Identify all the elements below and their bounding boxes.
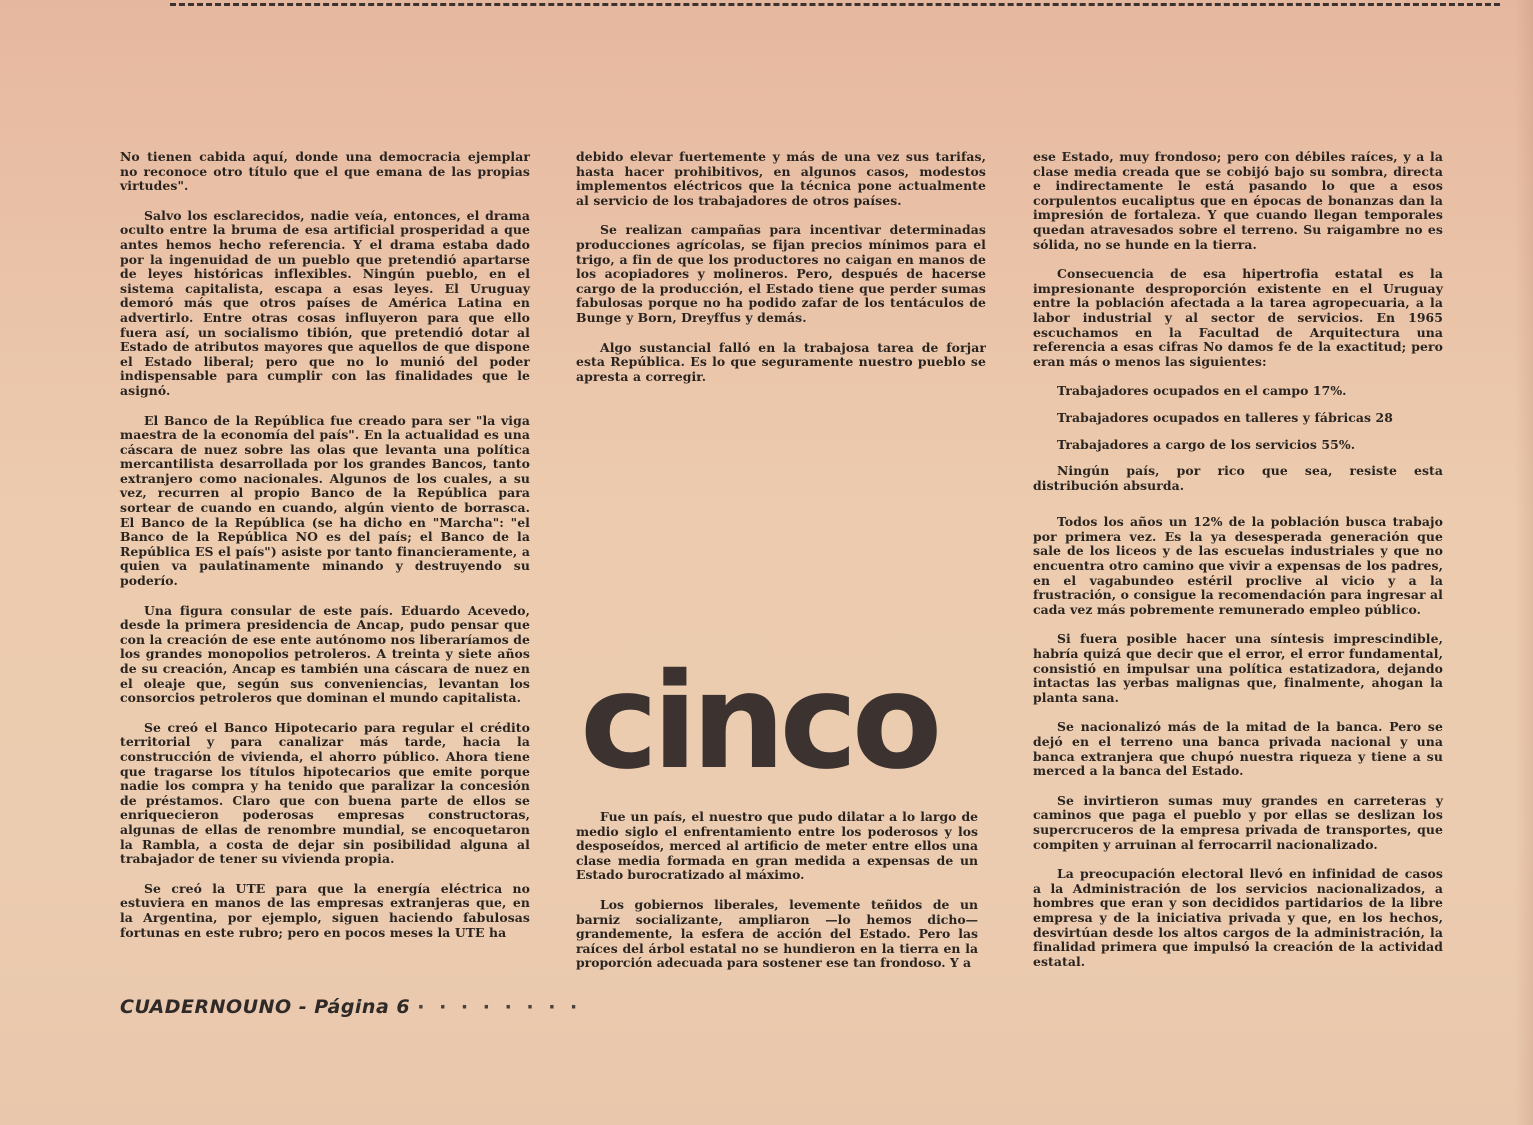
- paragraph: La preocupación electoral llevó en infinidad de casos a la Administración de los servicios nacionalizados, a hombres que eran y son decididos partidarios de la libre empresa y de la iniciativa privada y que, en los hechos, desvirtúan desde los altos cargos de la administración, la finalidad primera que impulsó la creación de la actividad estatal.: [1033, 866, 1443, 969]
- column-left: [120, 150, 530, 955]
- column-middle-lower: [576, 810, 978, 986]
- paragraph: Algo sustancial falló en la trabajosa tarea de forjar esta República. Es lo que seguramente nuestro pueblo se apresta a corregir.: [576, 339, 986, 384]
- paragraph: debido elevar fuertemente y más de una vez sus tarifas, hasta hacer prohibitivos, en algunos casos, modestos implementos eléctricos que la técnica pone actualmente al servicio de los trabajadores de otros países.: [576, 149, 986, 208]
- paragraph: Los gobiernos liberales, levemente teñidos de un barniz socializante, ampliaron —lo hemos dicho— grandemente, la esfera de acción del Estado. Pero las raíces del árbol estatal no se hundieron en la tierra en la proporción adecuada para sostener ese tan frondoso. Y a: [576, 896, 978, 971]
- paragraph: Salvo los esclarecidos, nadie veía, entonces, el drama oculto entre la bruma de esa artificial prosperidad a que antes hemos hecho referencia. Y el drama estaba dado por la ingenuidad de un pueblo que pretendió apartarse de leyes históricas inflexibles. Ningún pueblo, en el sistema capitalista, escapa a esas leyes. El Uruguay demoró más que otros países de América Latina en advertirlo. Entre otras cosas influyeron para que ello fuera así, un socialismo tibión, que pretendió dotar al Estado de atributos mayores que aquellos de que dispone el Estado liberal; pero que no lo munió del poder indispensable para cumplir con las finalidades que le asignó.: [120, 207, 530, 398]
- paragraph: Se creó el Banco Hipotecario para regular el crédito territorial y para canalizar más tarde, hacia la construcción de vivienda, el ahorro público. Ahora tiene que tragarse los títulos hipotecarios que emite porque nadie los compra y ha tenido que paralizar la concesión de préstamos. Claro que con buena parte de ellos se enriquecieron poderosas empresas constructoras, algunas de ellas de renombre mundial, se encoquetaron la Rambla, a costa de dejar sin posibilidad alguna al trabajador de tener su vivienda propia.: [120, 719, 530, 867]
- statistic-item: Trabajadores ocupados en el campo 17%.: [1057, 383, 1347, 399]
- paragraph: Consecuencia de esa hipertrofia estatal es la impresionante desproporción existente en el Uruguay entre la población afectada a la tarea agropecuaria, a la labor industrial y al sector de servicios. En 1965 escuchamos en la Facultad de Arquitectura una referencia a esas cifras No damos fe de la exactitud; pero eran más o menos las siguientes:: [1033, 266, 1443, 369]
- paragraph: Se creó la UTE para que la energía eléctrica no estuviera en manos de las empresas extranjeras que, en la Argentina, por ejemplo, siguen haciendo fabulosas fortunas en este rubro; pero en pocos meses la UTE ha: [120, 880, 530, 940]
- publication-name: CUADERNOUNO: [120, 996, 292, 1018]
- paragraph: El Banco de la República fue creado para ser "la viga maestra de la economía del país". En la actualidad es una cáscara de nuez sobre las olas que levanta una política mercantilista desarrollada por los grandes Bancos, tanto extranjero como nacionales. Algunos de los cuales, a su vez, recurren al propio Banco de la República para sortear de cuando en cuando, algún viento de borrasca. El Banco de la República (se ha dicho en "Marcha": "el Banco de la República NO es del país; el Banco de la República ES el país") asiste por tanto financieramente, a quien va paulatinamente minando y destruyendo su poderío.: [120, 412, 530, 589]
- column-middle: [576, 150, 986, 399]
- statistic-item: Trabajadores a cargo de los servicios 55%.: [1057, 436, 1356, 452]
- paragraph: Se nacionalizó más de la mitad de la banca. Pero se dejó en el terreno una banca privada nacional y una banca extranjera que chupó nuestra riqueza y tiene a su merced a la banca del Estado.: [1033, 719, 1443, 779]
- statistic-item: Ningún país, por rico que sea, resiste esta distribución absurda.: [1033, 463, 1443, 493]
- page-edge-shadow: [1515, 0, 1533, 1125]
- paragraph: Se realizan campañas para incentivar determinadas producciones agrícolas, se fijan precios mínimos para el trigo, a fin de que los productores no caigan en manos de los acopiadores y molineros. Pero, después de hacerse cargo de la producción, el Estado tiene que perder sumas fabulosas porque no ha podido zafar de los tentáculos de Bunge y Born, Dreyffus y demás.: [576, 222, 986, 325]
- section-heading: cinco: [580, 645, 937, 799]
- page-footer: [120, 996, 581, 1018]
- paragraph: Si fuera posible hacer una síntesis imprescindible, habría quizá que decir que el error, el error fundamental, consistió en impulsar una política estatizadora, dejando intactas las yerbas malignas que, finalmente, ahogan la planta sana.: [1033, 631, 1443, 705]
- paragraph: Se invirtieron sumas muy grandes en carreteras y caminos que paga el pueblo y por ellas se deslizan los supercruceros de la empresa privada de transportes, que compiten y arruinan al ferrocarril nacionalizado.: [1033, 792, 1443, 852]
- paragraph: Una figura consular de este país. Eduardo Acevedo, desde la primera presidencia de Ancap, pudo pensar que con la creación de ese ente autónomo nos liberaríamos de los grandes monopolios petroleros. A treinta y siete años de su creación, Ancap es también una cáscara de nuez en el oleaje que, según sus conveniencias, levantan los consorcios petroleros que dominan el mundo capitalista.: [120, 602, 530, 706]
- footer-dots: · · · · · · · ·: [417, 996, 582, 1018]
- paragraph: Todos los años un 12% de la población busca trabajo por primera vez. Es la ya desesperada generación que sale de los liceos y de las escuelas industriales y que no encuentra otro camino que vivir a expensas de los padres, en el vagabundeo estéril proclive al vicio y a la frustración, o consigue la recomendación para ingresar al cada vez más pobremente remunerado empleo público.: [1033, 514, 1443, 617]
- paragraph: ese Estado, muy frondoso; pero con débiles raíces, y a la clase media creada que se cobijó bajo su sombra, directa e indirectamente le está pasando lo que a esos corpulentos eucaliptus que en épocas de bonanzas dan la impresión de fortaleza. Y que cuando llegan temporales quedan atravesados sobre el terreno. Su raigambre no es sólida, no se hunde en la tierra.: [1033, 149, 1443, 252]
- statistics-list: [1033, 384, 1443, 493]
- top-dashed-border: [170, 3, 1500, 6]
- paragraph: No tienen cabida aquí, donde una democracia ejemplar no reconoce otro título que el que emana de las propias virtudes".: [120, 149, 530, 194]
- column-right: [1033, 150, 1443, 984]
- footer-separator: -: [298, 996, 308, 1018]
- paragraph: Fue un país, el nuestro que pudo dilatar a lo largo de medio siglo el enfrentamiento entre los poderosos y los desposeídos, merced al artificio de meter entre ellos una clase media formada en gran medida a expensas de un Estado burocratizado al máximo.: [576, 809, 978, 883]
- page-number: Página 6: [314, 996, 411, 1018]
- statistic-item: Trabajadores ocupados en talleres y fábricas 28: [1057, 409, 1393, 425]
